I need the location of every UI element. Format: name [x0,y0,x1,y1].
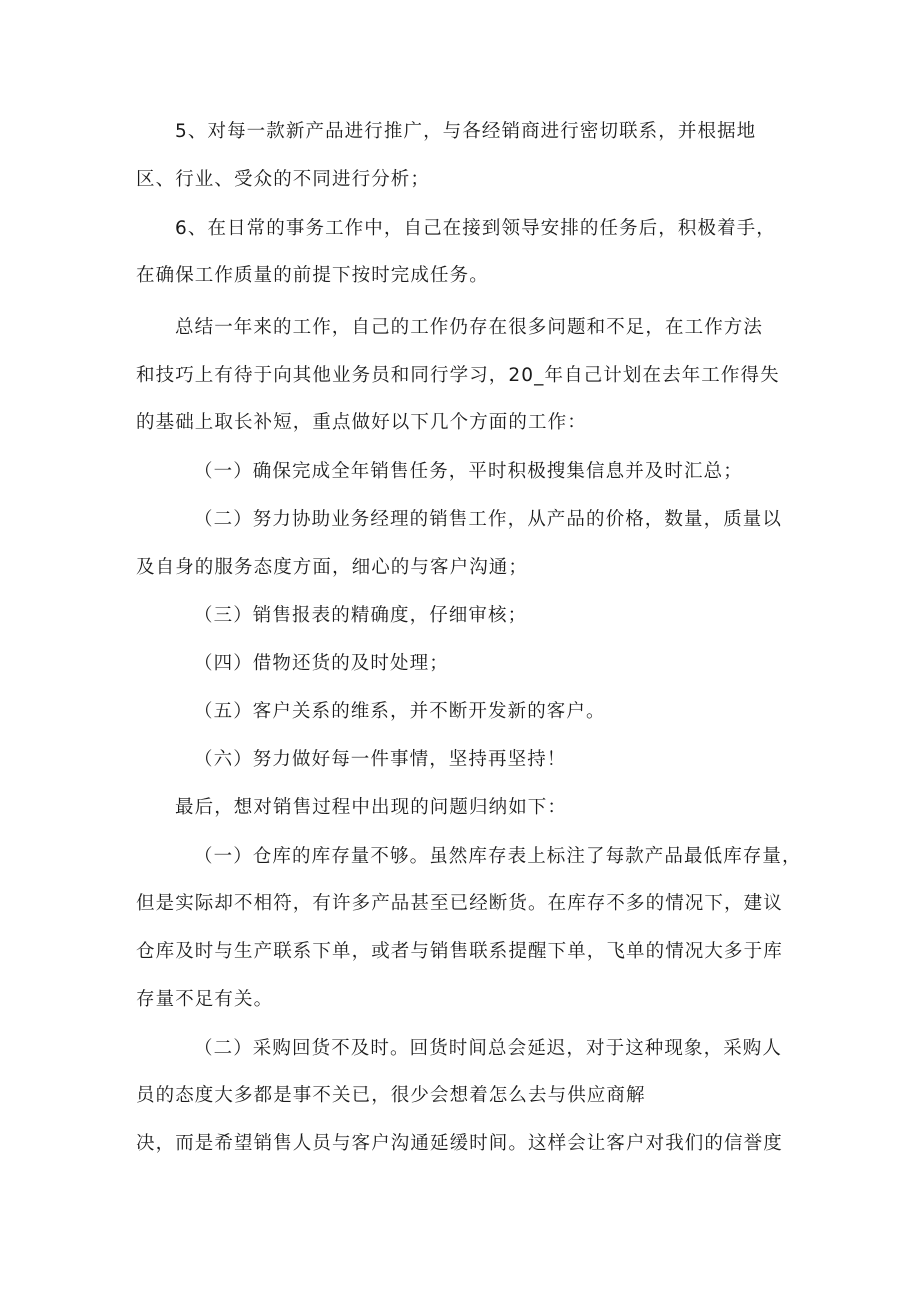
list-item: （六）努力做好每一件事情，坚持再坚持！ [194,749,567,770]
list-item: （四）借物还货的及时处理； [194,653,449,674]
paragraph-line: 区、行业、受众的不同进行分析； [136,169,431,190]
paragraph-line: 及自身的服务态度方面，细心的与客户沟通； [136,557,529,578]
list-item: （一）仓库的库存量不够。虽然库存表上标注了每款产品最低库存量， [194,846,802,867]
paragraph-line: 员的态度大多都是事不关已，很少会想着怎么去与供应商解 [136,1085,646,1106]
paragraph-line: 的基础上取长补短，重点做好以下几个方面的工作： [136,412,587,433]
paragraph-line: 决，而是希望销售人员与客户沟通延缓时间。这样会让客户对我们的信誉度 [136,1133,783,1154]
list-item: （五）客户关系的维系，并不断开发新的客户。 [194,701,606,722]
paragraph-line: 5、对每一款新产品进行推广，与各经销商进行密切联系，并根据地 [175,121,757,142]
paragraph-line: 最后，想对销售过程中出现的问题归纳如下： [175,797,568,818]
paragraph-line: 和技巧上有待于向其他业务员和同行学习，20_年自己计划在去年工作得失 [136,365,780,386]
paragraph-line: 但是实际却不相符，有许多产品甚至已经断货。在库存不多的情况下，建议 [136,893,783,914]
paragraph-line: 在确保工作质量的前提下按时完成任务。 [136,265,489,286]
paragraph-line: 仓库及时与生产联系下单，或者与销售联系提醒下单，飞单的情况大多于库 [136,941,783,962]
paragraph-line: 存量不足有关。 [136,989,274,1010]
list-item: （二）努力协助业务经理的销售工作，从产品的价格，数量，质量以 [194,509,783,530]
list-item: （一）确保完成全年销售任务，平时积极搜集信息并及时汇总； [194,461,743,482]
list-item: （二）采购回货不及时。回货时间总会延迟，对于这种现象，采购人 [194,1038,783,1059]
list-item: （三）销售报表的精确度，仔细审核； [194,605,528,626]
paragraph-line: 6、在日常的事务工作中，自己在接到领导安排的任务后，积极着手， [175,218,776,239]
paragraph-line: 总结一年来的工作，自己的工作仍存在很多问题和不足，在工作方法 [175,317,764,338]
